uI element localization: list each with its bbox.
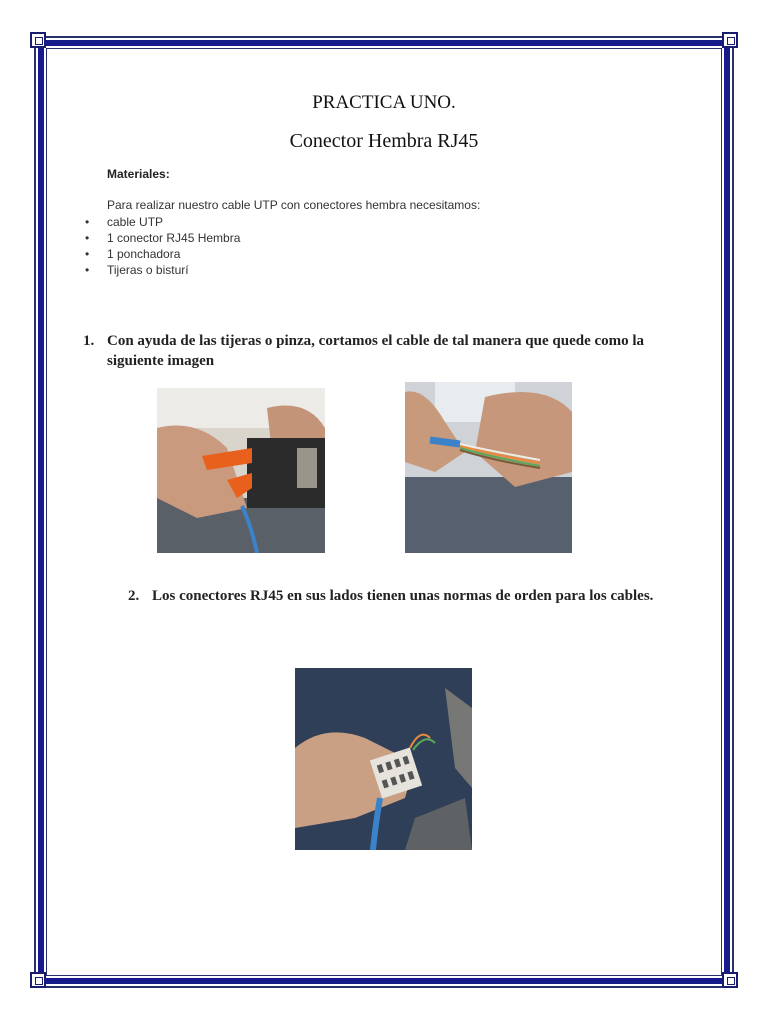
border-corner-ornament xyxy=(722,32,738,48)
materials-list xyxy=(83,214,240,278)
bullet-icon: • xyxy=(85,247,90,261)
list-item: • 1 conector RJ45 Hembra xyxy=(85,231,241,245)
materials-intro: Para realizar nuestro cable UTP con conectores hembra necesitamos: xyxy=(107,198,481,212)
bullet-icon: • xyxy=(85,231,90,245)
crimping-tool-photo xyxy=(157,388,325,553)
step-text: Con ayuda de las tijeras o pinza, cortamos el cable de tal manera que quede como la siguiente imagen xyxy=(107,333,645,369)
rj45-connector-photo xyxy=(295,668,472,850)
step-number: 2. xyxy=(128,588,140,604)
border-corner-ornament xyxy=(30,972,46,988)
stripped-cable-photo xyxy=(405,382,572,553)
list-item: • Tijeras o bisturí xyxy=(85,263,189,277)
bullet-icon: • xyxy=(85,263,90,277)
materials-heading: Materiales: xyxy=(107,167,170,181)
border-corner-ornament xyxy=(30,32,46,48)
step-number: 1. xyxy=(83,333,95,349)
list-item: • cable UTP xyxy=(85,215,164,229)
document-subtitle: Conector Hembra RJ45 xyxy=(289,130,479,152)
border-corner-ornament xyxy=(722,972,738,988)
document-title: PRACTICA UNO. xyxy=(312,92,456,113)
list-item: • 1 ponchadora xyxy=(85,247,181,261)
bullet-icon: • xyxy=(85,215,90,229)
step-text: Los conectores RJ45 en sus lados tienen unas normas de orden para los cables. xyxy=(152,588,654,604)
